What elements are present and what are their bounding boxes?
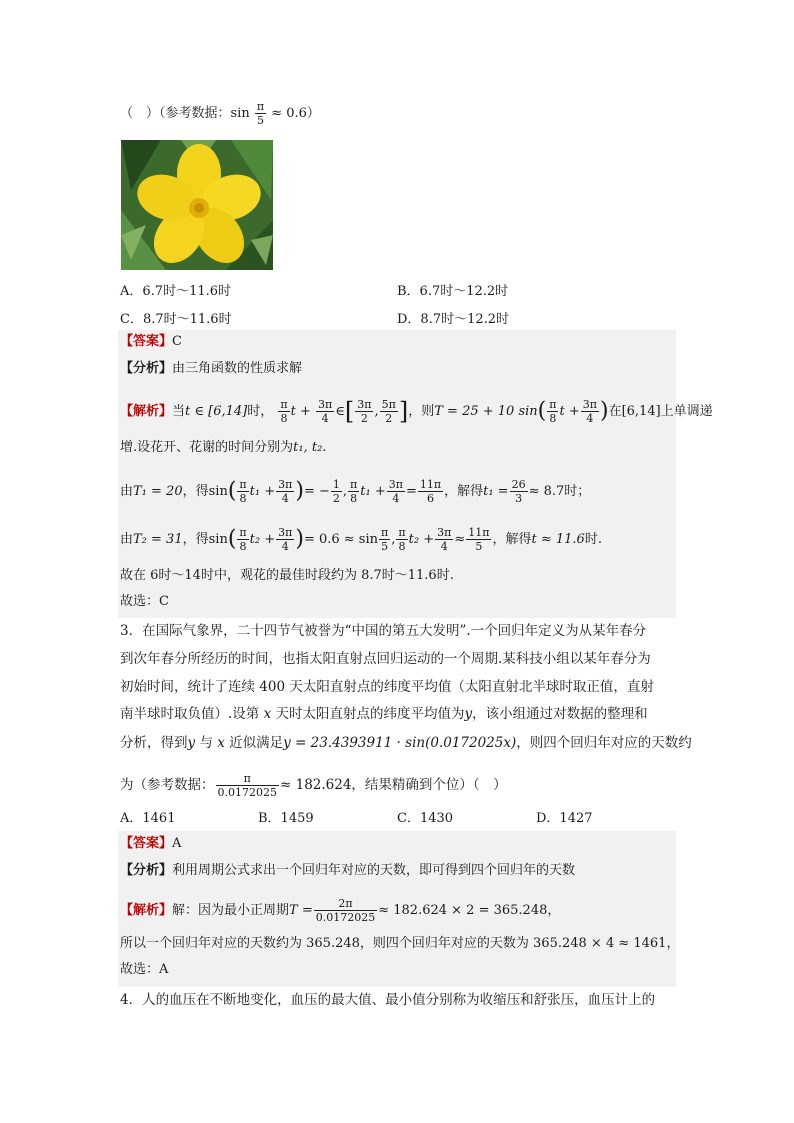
solution-line-1: 【解析】解：因为最小正周期T = $\frac{2\pi}{0.0172025}$ ≈ 182.624 × 2 = 365.248，	[120, 897, 561, 924]
option-b[interactable]: B．1459	[258, 811, 314, 826]
answer-value: C	[172, 334, 182, 349]
analysis-line: 【分析】利用周期公式求出一个回归年对应的天数，即可得到四个回归年的天数	[120, 863, 576, 878]
option-c[interactable]: C．1430	[397, 811, 454, 826]
q3-stem-line-6: 为（参考数据： $\frac{\pi}{0.0172025}$ ≈ 182.624，结果精确到个位）（ ）	[120, 772, 507, 799]
analysis-line: 【分析】由三角函数的性质求解	[120, 361, 303, 376]
solution-line-2: 所以一个回归年对应的天数约为 365.248，则四个回归年对应的天数为 365.248 × 4 ≈ 1461，	[120, 936, 680, 951]
option-d[interactable]: D．1427	[536, 811, 593, 826]
option-c[interactable]: C．8.7时～11.6时	[120, 312, 232, 327]
analysis-tag: 【分析】	[120, 863, 173, 878]
solution-line-2: 增.设花开、花谢的时间分别为t₁, t₂.	[120, 440, 327, 455]
q3-stem-line-4: 南半球时取负值）.设第 x 天时太阳直射点的纬度平均值为y，该小组通过对数据的整理和	[120, 706, 648, 722]
option-a[interactable]: A．1461	[120, 811, 176, 826]
solution-tag: 【解析】	[120, 903, 173, 918]
solution-line-3: 由T₁ = 20，得sin( $\frac{\pi}{8}$ t₁ + $\frac{3\pi}{4}$ )= − $\frac{1}{2}$ , $\frac{\pi}{8}$ t₁ + $\frac{3\pi}{4}$ = $\frac{11\pi}{6}$ ，解得t₁ = $\frac{26}{3}$ ≈ 8.7时；	[120, 478, 591, 505]
q3-stem-line-3: 初始时间，统计了连续 400 天太阳直射点的纬度平均值（太阳直射北半球时取正值，直射	[120, 679, 654, 695]
solution-line-5: 故在 6时～14时中，观花的最佳时段约为 8.7时～11.6时.	[120, 568, 454, 583]
q2-stem-tail: （ ）（参考数据：sin $\frac{\pi}{5}$ ≈ 0.6）	[120, 100, 320, 127]
answer-value: A	[172, 836, 182, 851]
solution-line-6: 故选：C	[120, 594, 169, 609]
analysis-tag: 【分析】	[120, 361, 173, 376]
fraction: $\frac{\pi}{5}$	[256, 100, 265, 127]
answer-tag: 【答案】	[120, 334, 173, 349]
solution-tag: 【解析】	[120, 404, 173, 419]
q3-stem-line-2: 到次年春分所经历的时间，也指太阳直射点回归运动的一个周期.某科技小组以某年春分为	[120, 651, 651, 667]
q3-stem-line-1: 3．在国际气象界，二十四节气被誉为“中国的第五大发明”.一个回归年定义为从某年春分	[120, 623, 647, 639]
q4-stem-line-1: 4．人的血压在不断地变化，血压的最大值、最小值分别称为收缩压和舒张压，血压计上的	[120, 992, 656, 1008]
answer-line	[120, 332, 182, 352]
answer-tag: 【答案】	[120, 836, 173, 851]
option-a[interactable]: A．6.7时～11.6时	[120, 284, 232, 299]
solution-line-4: 由T₂ = 31，得sin( $\frac{\pi}{8}$ t₂ + $\frac{3\pi}{4}$ )= 0.6 ≈ sin $\frac{\pi}{5}$ , $\frac{\pi}{8}$ t₂ + $\frac{3\pi}{4}$ ≈ $\frac{11\pi}{5}$ ，解得t ≈ 11.6时.	[120, 526, 602, 553]
solution-line-1: 【解析】当t ∈ [6,14]时， $\frac{\pi}{8}$ t + $\frac{3\pi}{4}$ ∈[ $\frac{3\pi}{2}$ , $\frac{5\pi}{2}$ ]，则T = 25 + 10 sin( $\frac{\pi}{8}$ t + $\frac{3\pi}{4}$ )在[6,14]上单调递	[120, 397, 713, 426]
option-d[interactable]: D．8.7时～12.2时	[397, 312, 510, 327]
flower-image	[121, 140, 273, 270]
solution-line-3: 故选：A	[120, 962, 169, 977]
q3-stem-line-5: 分析，得到y 与 x 近似满足y = 23.4393911 · sin(0.0172025x)，则四个回归年对应的天数约	[120, 735, 692, 751]
answer-line	[120, 834, 181, 854]
option-b[interactable]: B．6.7时～12.2时	[397, 284, 509, 299]
